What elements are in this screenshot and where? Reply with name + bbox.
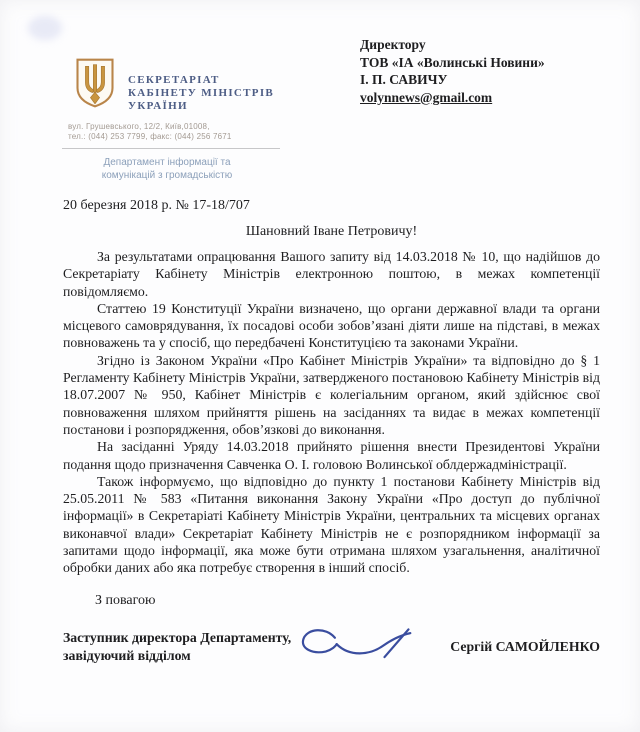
letter-content bbox=[63, 198, 600, 669]
signer-name: Сергій САМОЙЛЕНКО bbox=[450, 638, 600, 654]
body-paragraph: Статтею 19 Конституції України визначено, що органи державної влади та органи місцевого самоврядування, їх посадові особи зобов’язані діяти лише на підставі, в межах повноважень та у спосіб, що передбачені Конституцією та законами України. bbox=[63, 300, 600, 351]
recipient-block bbox=[360, 36, 545, 106]
department-line: Департамент інформації та bbox=[103, 157, 231, 168]
salutation: Шановний Іване Петровичу! bbox=[245, 224, 418, 239]
recipient-org: ТОВ «ІА «Волинські Новини» bbox=[360, 54, 545, 70]
letterhead-divider bbox=[62, 148, 280, 149]
recipient-person: І. П. САВИЧУ bbox=[360, 72, 448, 87]
recipient-role: Директору bbox=[360, 37, 426, 52]
body-paragraph: Згідно із Законом України «Про Кабінет Міністрів України» та відповідно до § 1 Регламенту Кабінету Міністрів України, затвердженого постановою Кабінету Міністрів від 18.07.2007 № 950, Кабінет Міністрів є колегіальним органом, який здійснює свої повноваження шляхом прийняття рішень на засіданнях та видає в межах компетенції постанови і розпорядження, обов’язкові до виконання. bbox=[63, 352, 600, 437]
org-name-line: УКРАЇНИ bbox=[128, 100, 188, 112]
signer-title-line: Заступник директора Департаменту, bbox=[63, 630, 292, 646]
recipient-email: volynnews@gmail.com bbox=[360, 89, 493, 105]
body-paragraph: За результатами опрацювання Вашого запиту від 14.03.2018 № 10, що надійшов до Секретаріату Кабінету Міністрів електронною поштою, в межах компетенції повідомляємо. bbox=[63, 249, 600, 299]
department-name bbox=[60, 156, 274, 182]
signer-title-line: завідуючий відділом bbox=[63, 647, 191, 663]
scan-artifact bbox=[28, 16, 62, 40]
org-name-line: СЕКРЕТАРІАТ bbox=[128, 74, 220, 86]
org-name-line: КАБІНЕТУ МІНІСТРІВ bbox=[128, 87, 275, 99]
org-address bbox=[68, 122, 288, 142]
tryzub-shield-icon bbox=[74, 58, 116, 108]
valediction: З повагою bbox=[95, 592, 156, 608]
letterhead bbox=[60, 58, 288, 182]
signature-block bbox=[63, 625, 600, 669]
org-name bbox=[128, 74, 274, 113]
org-phone-line: тел.: (044) 253 7799, факс: (044) 256 7671 bbox=[68, 132, 232, 141]
signer-title bbox=[63, 629, 295, 664]
department-line: комунікацій з громадськістю bbox=[101, 170, 233, 181]
date-reference-line: 20 березня 2018 р. № 17-18/707 bbox=[63, 198, 250, 213]
body-paragraph: На засіданні Уряду 14.03.2018 прийнято рішення внести Президентові України подання щодо призначення Савченка О. І. головою Волинської облдержадміністрації. bbox=[63, 439, 600, 472]
body-paragraph: Також інформуємо, що відповідно до пункту 1 постанови Кабінету Міністрів від 25.05.2011 № 583 «Питання виконання Закону України «Про доступ до публічної інформації» в Секретаріаті Кабінету Міністрів України, центральних та місцевих органах виконавчої влади» Секретаріат Кабінету Міністрів не є розпорядником інформації за запитами щодо інформації, яка може бути отримана шляхом узагальнення, аналітичної обробки даних або яка потребує створення в інший спосіб. bbox=[63, 473, 600, 576]
signature-scribble bbox=[295, 623, 417, 669]
org-address-line: вул. Грушевського, 12/2, Київ,01008, bbox=[68, 122, 210, 131]
